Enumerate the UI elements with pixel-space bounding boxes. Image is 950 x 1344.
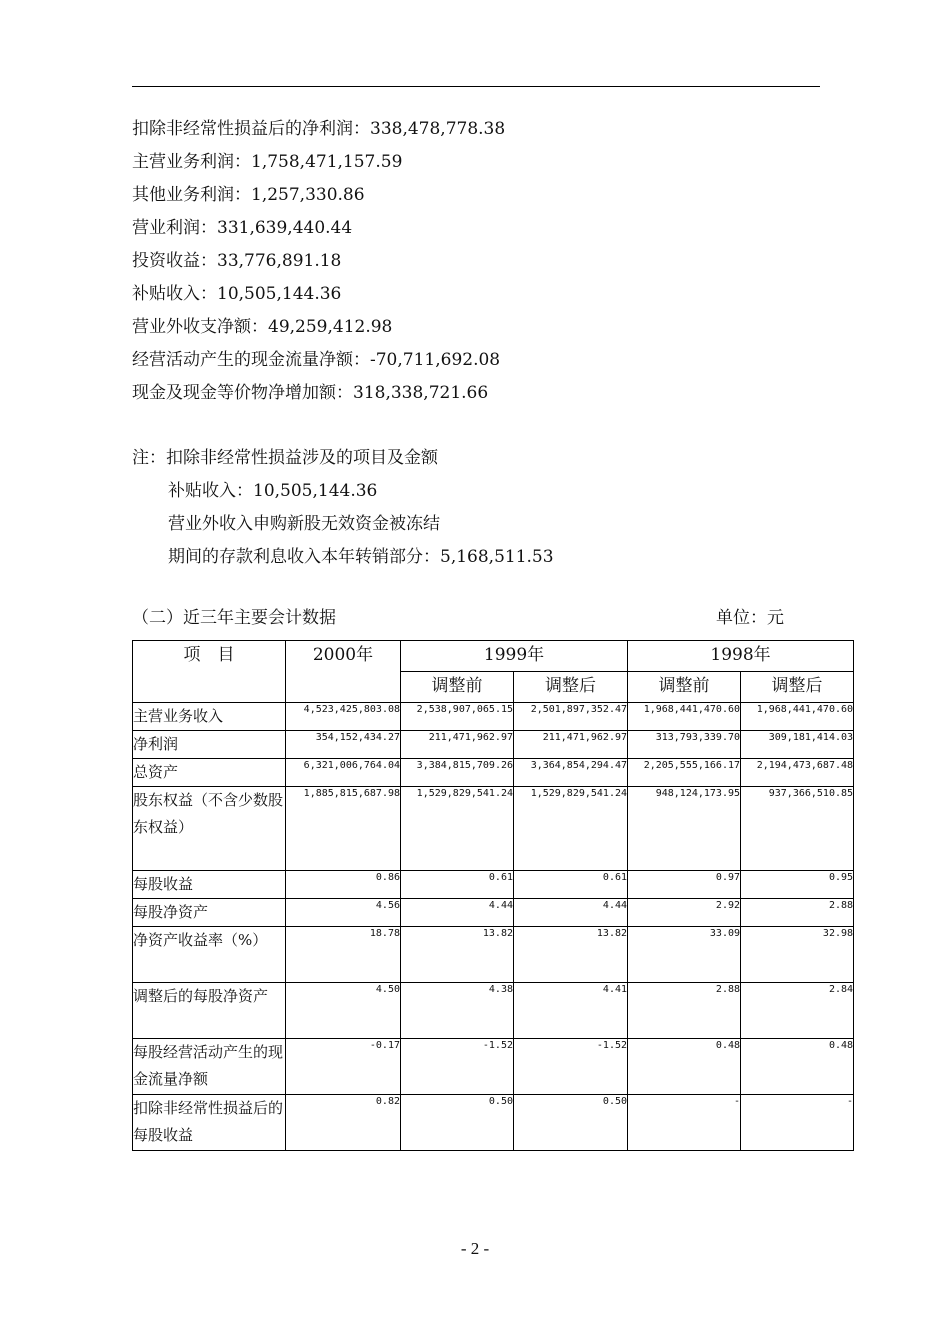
table-row — [133, 927, 854, 983]
cell-1998-after: 2.88 — [741, 899, 854, 927]
accounting-data-table — [132, 640, 854, 1151]
cell-1999-after: 2,501,897,352.47 — [514, 703, 628, 731]
cell-1998-before: 33.09 — [628, 927, 741, 983]
header-item: 项 目 — [133, 641, 286, 703]
table-row — [133, 899, 854, 927]
table-row — [133, 759, 854, 787]
cell-1998-before: 2,205,555,166.17 — [628, 759, 741, 787]
cell-1999-after: 0.50 — [514, 1095, 628, 1151]
cell-2000: 4,523,425,803.08 — [286, 703, 401, 731]
row-label: 扣除非经常性损益后的每股收益 — [133, 1095, 286, 1151]
cell-1999-before: 4.44 — [401, 899, 514, 927]
cell-1998-before: - — [628, 1095, 741, 1151]
unit-label: 单位：元 — [716, 608, 784, 628]
cell-2000: 354,152,434.27 — [286, 731, 401, 759]
header-1998: 1998年 — [628, 641, 854, 672]
cell-1999-after: 4.41 — [514, 983, 628, 1039]
cell-1998-after: 1,968,441,470.60 — [741, 703, 854, 731]
cell-2000: 1,885,815,687.98 — [286, 787, 401, 871]
note-line: 期间的存款利息收入本年转销部分：5,168,511.53 — [168, 547, 554, 567]
summary-line: 营业利润：331,639,440.44 — [132, 218, 353, 238]
summary-line: 现金及现金等价物净增加额：318,338,721.66 — [132, 383, 489, 403]
section-caption — [132, 607, 784, 629]
row-label: 总资产 — [133, 759, 286, 787]
summary-line: 补贴收入：10,505,144.36 — [132, 284, 342, 304]
header-1999-before: 调整前 — [401, 672, 514, 703]
summary-line: 经营活动产生的现金流量净额：-70,711,692.08 — [132, 350, 501, 370]
header-1999-after: 调整后 — [514, 672, 628, 703]
cell-2000: -0.17 — [286, 1039, 401, 1095]
table-row — [133, 1095, 854, 1151]
cell-1999-before: 0.50 — [401, 1095, 514, 1151]
cell-1999-before: 2,538,907,065.15 — [401, 703, 514, 731]
summary-line: 营业外收支净额：49,259,412.98 — [132, 317, 393, 337]
table-row — [133, 1039, 854, 1095]
cell-1999-before: 3,384,815,709.26 — [401, 759, 514, 787]
row-label: 主营业务收入 — [133, 703, 286, 731]
cell-1998-after: 309,181,414.03 — [741, 731, 854, 759]
cell-1999-before: 1,529,829,541.24 — [401, 787, 514, 871]
page-number: - 2 - — [460, 1239, 490, 1258]
row-label: 每股收益 — [133, 871, 286, 899]
cell-1999-after: 1,529,829,541.24 — [514, 787, 628, 871]
cell-1998-after: 0.48 — [741, 1039, 854, 1095]
table-row — [133, 983, 854, 1039]
note-title: 注：扣除非经常性损益涉及的项目及金额 — [132, 448, 438, 468]
header-1999: 1999年 — [401, 641, 628, 672]
row-label: 净资产收益率（%） — [133, 927, 286, 983]
cell-1998-before: 0.48 — [628, 1039, 741, 1095]
cell-1998-before: 313,793,339.70 — [628, 731, 741, 759]
cell-2000: 6,321,006,764.04 — [286, 759, 401, 787]
row-label: 净利润 — [133, 731, 286, 759]
header-1998-after: 调整后 — [741, 672, 854, 703]
row-label: 股东权益（不含少数股东权益） — [133, 787, 286, 871]
header-2000: 2000年 — [286, 641, 401, 703]
summary-line: 主营业务利润：1,758,471,157.59 — [132, 152, 403, 172]
cell-1999-after: 0.61 — [514, 871, 628, 899]
cell-1998-after: 0.95 — [741, 871, 854, 899]
table-row — [133, 731, 854, 759]
cell-1999-before: 211,471,962.97 — [401, 731, 514, 759]
cell-1999-after: -1.52 — [514, 1039, 628, 1095]
cell-1999-after: 13.82 — [514, 927, 628, 983]
cell-1999-before: -1.52 — [401, 1039, 514, 1095]
cell-2000: 0.82 — [286, 1095, 401, 1151]
table-row — [133, 703, 854, 731]
header-rule — [132, 86, 820, 87]
cell-1999-before: 4.38 — [401, 983, 514, 1039]
table-row — [133, 787, 854, 871]
cell-2000: 4.56 — [286, 899, 401, 927]
cell-1998-after: 2.84 — [741, 983, 854, 1039]
cell-1998-before: 2.92 — [628, 899, 741, 927]
cell-1998-after: 32.98 — [741, 927, 854, 983]
cell-1999-after: 211,471,962.97 — [514, 731, 628, 759]
cell-2000: 0.86 — [286, 871, 401, 899]
cell-2000: 18.78 — [286, 927, 401, 983]
summary-line: 其他业务利润：1,257,330.86 — [132, 185, 365, 205]
cell-2000: 4.50 — [286, 983, 401, 1039]
row-label: 调整后的每股净资产 — [133, 983, 286, 1039]
cell-1998-before: 2.88 — [628, 983, 741, 1039]
header-1998-before: 调整前 — [628, 672, 741, 703]
table-row — [133, 871, 854, 899]
cell-1999-before: 0.61 — [401, 871, 514, 899]
cell-1998-before: 0.97 — [628, 871, 741, 899]
cell-1998-before: 948,124,173.95 — [628, 787, 741, 871]
cell-1999-after: 3,364,854,294.47 — [514, 759, 628, 787]
row-label: 每股净资产 — [133, 899, 286, 927]
cell-1999-after: 4.44 — [514, 899, 628, 927]
section-title: （二）近三年主要会计数据 — [132, 608, 336, 628]
summary-line: 扣除非经常性损益后的净利润：338,478,778.38 — [132, 119, 506, 139]
note-line: 补贴收入：10,505,144.36 — [168, 481, 378, 501]
cell-1998-before: 1,968,441,470.60 — [628, 703, 741, 731]
note-line: 营业外收入申购新股无效资金被冻结 — [168, 514, 440, 534]
cell-1998-after: 2,194,473,687.48 — [741, 759, 854, 787]
cell-1998-after: - — [741, 1095, 854, 1151]
summary-line: 投资收益：33,776,891.18 — [132, 251, 342, 271]
cell-1999-before: 13.82 — [401, 927, 514, 983]
row-label: 每股经营活动产生的现金流量净额 — [133, 1039, 286, 1095]
cell-1998-after: 937,366,510.85 — [741, 787, 854, 871]
